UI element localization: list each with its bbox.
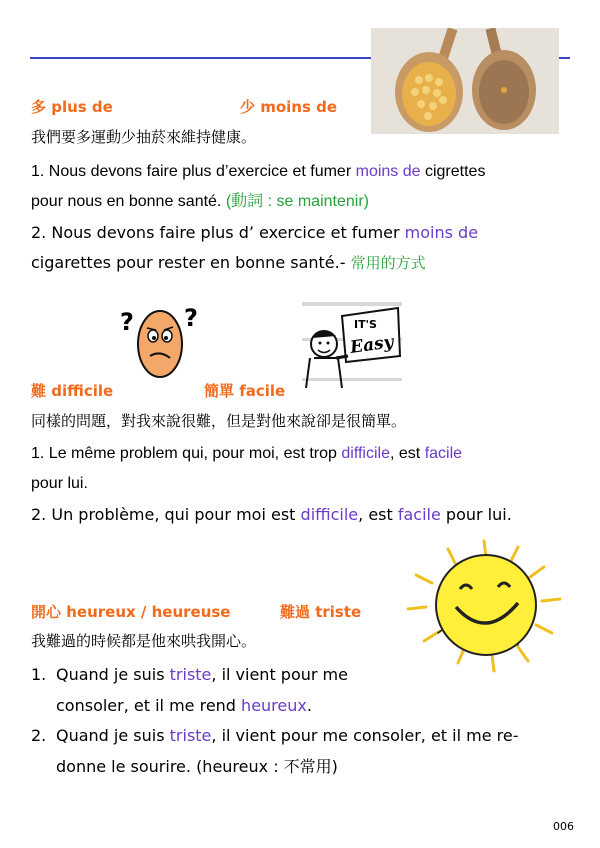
usage-note: 常用的方式 (350, 254, 426, 272)
highlight-difficile: difficile (300, 505, 359, 524)
text: , il vient pour me consoler, et il me re- (211, 726, 519, 745)
text: pour lui. (31, 475, 88, 492)
text: , est (390, 445, 425, 462)
its-easy-illustration (302, 298, 402, 390)
heading-difficile: 難 difficile (31, 382, 114, 400)
highlight-triste: triste (169, 726, 212, 745)
svg-text:?: ? (120, 308, 134, 336)
text: 1. Nous devons faire plus d’exercice et fumer (31, 163, 356, 180)
svg-text:Easy: Easy (348, 332, 395, 358)
s1-example-2 (31, 218, 478, 278)
list-number: 1. (31, 665, 47, 684)
s2-example-2 (31, 500, 512, 530)
s3-chinese-sentence: 我難過的時候都是他來哄我開心。 (31, 632, 257, 650)
text: , il vient pour me (211, 665, 348, 684)
svg-text:IT'S: IT'S (354, 318, 377, 331)
svg-text:?: ? (184, 304, 198, 332)
page-number: 006 (553, 820, 574, 833)
highlight-facile: facile (424, 445, 463, 462)
text: 2. Un problème, qui pour moi est (31, 505, 301, 524)
text: pour nous en bonne santé. (31, 193, 226, 210)
highlight-moins-de: moins de (404, 223, 479, 242)
s2-example-1 (31, 439, 462, 499)
highlight-triste: triste (169, 665, 212, 684)
verb-note: (動詞 : se maintenir) (225, 193, 369, 210)
text: consoler, et il me rend (56, 696, 242, 715)
spoons-photo (371, 28, 559, 134)
highlight-heureux: heureux (241, 696, 307, 715)
s3-example-2 (31, 720, 519, 782)
text: Quand je suis (56, 726, 170, 745)
text: donne le sourire. (heureux : 不常用) (56, 757, 338, 776)
heading-heureux: 開心 heureux / heureuse (31, 603, 231, 621)
list-number: 2. (31, 726, 47, 745)
s2-chinese-sentence: 同樣的問題，對我來說很難，但是對他來說卻是很簡單。 (31, 412, 407, 430)
s1-example-1 (31, 157, 485, 217)
text: . (306, 696, 312, 715)
heading-triste: 難過 triste (280, 603, 362, 621)
s1-chinese-sentence: 我們要多運動少抽菸來維持健康。 (31, 128, 257, 146)
text: cigrettes (420, 163, 486, 180)
highlight-moins-de: moins de (355, 163, 421, 180)
smiling-sun-illustration (402, 537, 567, 675)
text: pour lui. (440, 505, 512, 524)
heading-plus-de: 多 plus de (31, 98, 113, 116)
s3-example-1 (31, 659, 348, 721)
confused-egg-illustration (118, 300, 202, 382)
heading-facile: 簡單 facile (204, 382, 286, 400)
text: , est (358, 505, 398, 524)
text: cigarettes pour rester en bonne santé.- (31, 253, 351, 272)
highlight-facile: facile (397, 505, 441, 524)
text: 2. Nous devons faire plus d’ exercice et fumer (31, 223, 405, 242)
heading-moins-de: 少 moins de (240, 98, 338, 116)
highlight-difficile: difficile (341, 445, 390, 462)
text: 1. Le même problem qui, pour moi, est trop (31, 445, 342, 462)
text: Quand je suis (56, 665, 170, 684)
